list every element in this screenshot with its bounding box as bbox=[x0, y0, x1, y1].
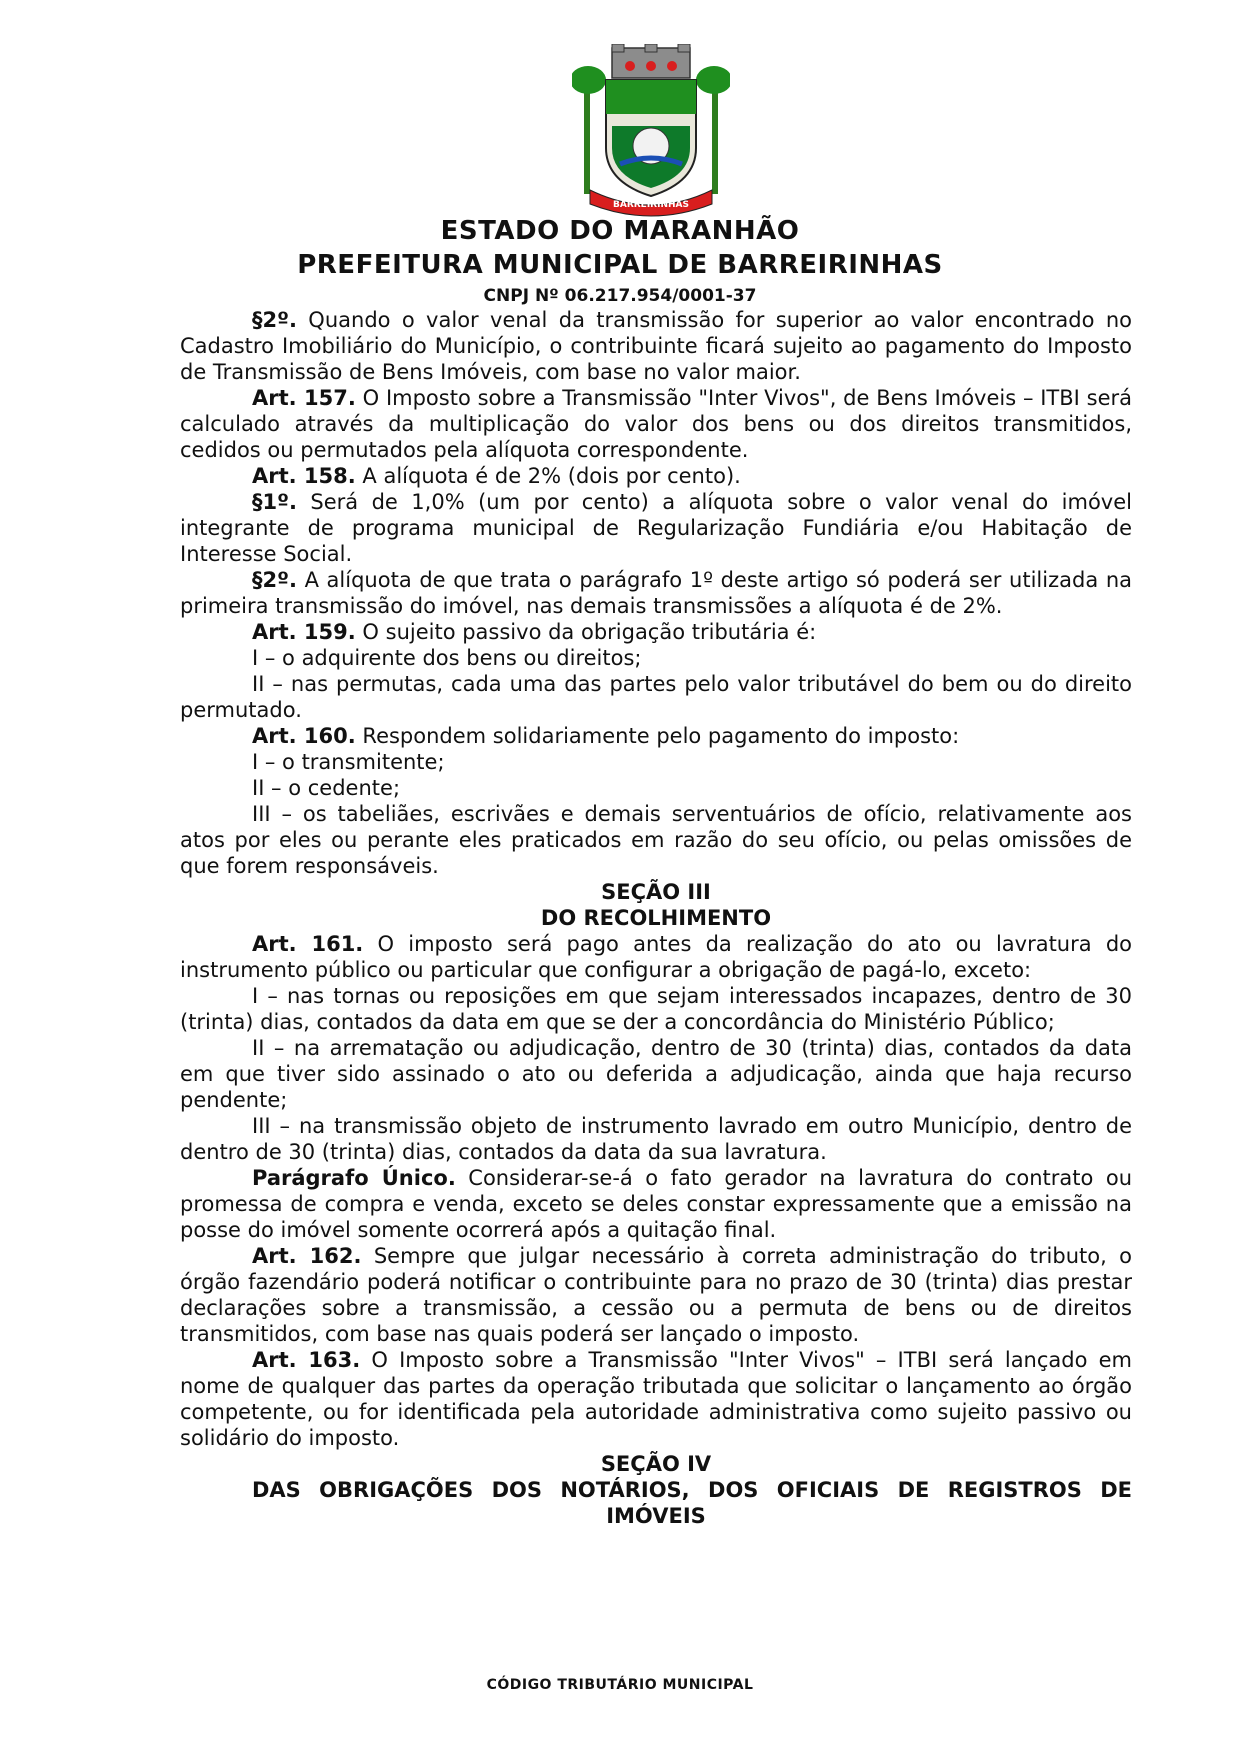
document-body bbox=[180, 307, 1132, 1529]
municipal-coat-of-arms bbox=[572, 44, 730, 220]
section-subtitle: DO RECOLHIMENTO bbox=[540, 906, 772, 930]
paragraph: I – o adquirente dos bens ou direitos; bbox=[252, 646, 642, 670]
paragraph: III – na transmissão objeto de instrumento lavrado em outro Município, dentro de dentro de 30 (trinta) dias, contados da data da sua lavratura. bbox=[180, 1114, 1132, 1164]
paragraph: Art. 161. O imposto será pago antes da realização do ato ou lavratura do instrumento público ou particular que configurar a obrigação de pagá-lo, exceto: bbox=[180, 932, 1133, 982]
section-title: SEÇÃO IV bbox=[600, 1452, 712, 1476]
section-title: SEÇÃO III bbox=[601, 880, 711, 904]
municipality-heading: PREFEITURA MUNICIPAL DE BARREIRINHAS bbox=[297, 250, 943, 280]
paragraph: II – o cedente; bbox=[252, 776, 401, 800]
paragraph: Art. 157. O Imposto sobre a Transmissão "Inter Vivos", de Bens Imóveis – ITBI será calculado através da multiplicação do valor dos bens ou dos direitos transmitidos, cedidos ou permutados pela alíquota correspondente. bbox=[180, 386, 1133, 462]
paragraph: Art. 159. O sujeito passivo da obrigação tributária é: bbox=[252, 620, 817, 644]
paragraph: Art. 162. Sempre que julgar necessário à correta administração do tributo, o órgão fazendário poderá notificar o contribuinte para no prazo de 30 (trinta) dias prestar declarações sobre a transmissão, a cessão ou a permuta de bens ou de direitos transmitidos, com base nas quais poderá ser lançado o imposto. bbox=[180, 1244, 1133, 1346]
paragraph: II – na arrematação ou adjudicação, dentro de 30 (trinta) dias, contados da data em que tiver sido assinado o ato ou deferida a adjudicação, ainda que haja recurso pendente; bbox=[180, 1036, 1132, 1112]
paragraph: Parágrafo Único. Considerar-se-á o fato gerador na lavratura do contrato ou promessa de compra e venda, exceto se deles constar expressamente que a emissão na posse do imóvel somente ocorrerá após a quitação final. bbox=[180, 1166, 1133, 1242]
section-subtitle: DAS OBRIGAÇÕES DOS NOTÁRIOS, DOS OFICIAIS DE REGISTROS DE IMÓVEIS bbox=[252, 1478, 1132, 1528]
paragraph: §1º. Será de 1,0% (um por cento) a alíquota sobre o valor venal do imóvel integrante de programa municipal de Regularização Fundiária e/ou Habitação de Interesse Social. bbox=[180, 490, 1132, 566]
paragraph: Art. 160. Respondem solidariamente pelo pagamento do imposto: bbox=[252, 724, 960, 748]
paragraph: I – o transmitente; bbox=[252, 750, 445, 774]
page-footer: CÓDIGO TRIBUTÁRIO MUNICIPAL bbox=[486, 1677, 754, 1693]
paragraph: III – os tabeliães, escrivães e demais serventuários de ofício, relativamente aos atos por eles ou perante eles praticados em razão do seu ofício, ou pelas omissões de que forem responsáveis. bbox=[180, 802, 1132, 878]
state-heading: ESTADO DO MARANHÃO bbox=[440, 216, 800, 246]
paragraph: II – nas permutas, cada uma das partes pelo valor tributável do bem ou do direito permutado. bbox=[180, 672, 1132, 722]
paragraph: §2º. Quando o valor venal da transmissão for superior ao valor encontrado no Cadastro Imobiliário do Município, o contribuinte ficará sujeito ao pagamento do Imposto de Transmissão de Bens Imóveis, com base no valor maior. bbox=[180, 308, 1132, 384]
cnpj-line: CNPJ Nº 06.217.954/0001-37 bbox=[483, 286, 757, 306]
paragraph: §2º. A alíquota de que trata o parágrafo 1º deste artigo só poderá ser utilizada na primeira transmissão do imóvel, nas demais transmissões a alíquota é de 2%. bbox=[180, 568, 1132, 618]
svg-text:BARREIRINHAS: BARREIRINHAS bbox=[613, 200, 689, 210]
paragraph: I – nas tornas ou reposições em que sejam interessados incapazes, dentro de 30 (trinta) dias, contados da data em que se der a concordância do Ministério Público; bbox=[180, 984, 1132, 1034]
paragraph: Art. 158. A alíquota é de 2% (dois por cento). bbox=[252, 464, 741, 488]
paragraph: Art. 163. O Imposto sobre a Transmissão "Inter Vivos" – ITBI será lançado em nome de qualquer das partes da operação tributada que solicitar o lançamento ao órgão competente, ou for identificada pela autoridade administrativa como sujeito passivo ou solidário do imposto. bbox=[180, 1348, 1132, 1450]
